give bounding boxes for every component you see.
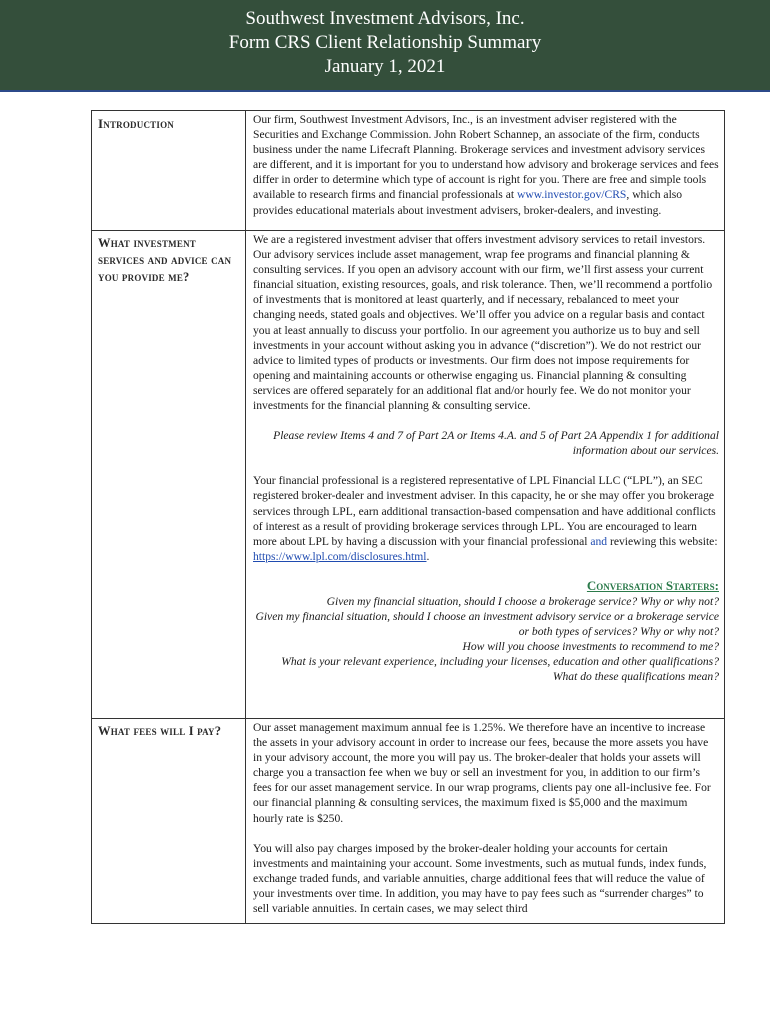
conversation-starter-3: How will you choose investments to recommend to me? — [462, 640, 719, 654]
intro-row — [92, 111, 725, 231]
intro-heading-cell — [92, 111, 246, 231]
conversation-starter-5: What do these qualifications mean? — [552, 670, 719, 684]
fees-row — [92, 719, 725, 924]
crs-table — [91, 110, 725, 924]
conversation-starter-2: Given my financial situation, should I choose an investment advisory service or a brokerage service or both types of services? Why or why not? — [255, 609, 719, 639]
services-paragraph-2-a: Your financial professional is a registered representative of LPL Financial LLC (“LPL”), an SEC registered broker-dealer and investment adviser. In this capacity, he or she may offer you brokerage services through LPL, earn additional transaction-based compensation and have additional conflicts of interest as a result of providing brokerage services through LPL. You are encouraged to learn more about LPL by having a discussion with your financial professional — [253, 474, 716, 548]
services-paragraph-2-b: reviewing this website: — [607, 534, 718, 548]
firm-name: Southwest Investment Advisors, Inc. — [245, 8, 525, 29]
intro-text — [253, 112, 719, 218]
services-review-note: Please review Items 4 and 7 of Part 2A or Items 4.A. and 5 of Part 2A Appendix 1 for additional information about our services. — [273, 429, 719, 458]
intro-text-b: , which also provides educational materials about investment advisers, broker-dealers, and investing. — [253, 188, 683, 217]
conversation-starters-title: Conversation Starters: — [586, 577, 719, 593]
fees-paragraph-2: You will also pay charges imposed by the broker-dealer holding your accounts for certain investments and maintaining your account. Some investments, such as mutual funds, index funds, exchange traded funds, and variable annuities, charge additional fees that will reduce the value of your investments over time. In addition, you may have to pay fees such as “surrender charges” to sell variable annuities. In certain cases, we may select third — [253, 841, 707, 916]
services-paragraph-2 — [253, 473, 719, 564]
services-paragraph-1: We are a registered investment adviser that offers investment advisory services to retail investors. Our advisory services include asset management, wrap fee programs and financial planning & consulting services. If you open an advisory account with our firm, we’ll first assess your current financial situation, existing resources, goals, and risk tolerance. Then, we’ll recommend a portfolio of investments that is monitored at least quarterly, and if necessary, rebalanced to meet your changing needs, stated goals and objectives. We’ll offer you advice on a regular basis and contact you at least annually to discuss your portfolio. In our agreement you authorize us to buy and sell investments in your account without asking you in advance (“discretion”). We do not restrict our advice to limited types of products or investments. Our firm does not impose requirements for opening and maintaining accounts or otherwise engaging us. Financial planning & consulting services are offered separately for an additional flat and/or hourly fee. We do not monitor your investments for the financial planning & consulting service. — [253, 233, 713, 413]
investor-gov-link[interactable]: www.investor.gov/CRS — [516, 188, 627, 202]
services-heading-cell — [92, 231, 246, 719]
conversation-starter-4: What is your relevant experience, including your licenses, education and other qualifications? — [281, 655, 719, 669]
intro-body-cell — [246, 111, 725, 231]
document-title: Form CRS Client Relationship Summary — [228, 32, 542, 53]
fees-title: What fees will I pay? — [98, 724, 222, 738]
lpl-disclosures-link[interactable]: https://www.lpl.com/disclosures.html — [253, 549, 427, 563]
fees-heading-cell — [92, 719, 246, 924]
services-paragraph-2-end: . — [426, 549, 430, 563]
services-paragraph-2-and: and — [590, 534, 608, 548]
fees-body-cell — [246, 719, 725, 924]
document-date: January 1, 2021 — [324, 56, 446, 77]
services-title: What investment services and advice can you provide me? — [98, 236, 232, 284]
fees-paragraph-1: Our asset management maximum annual fee is 1.25%. We therefore have an incentive to increase the assets in your advisory account in order to increase our fees, because the more assets you have in your advisory account, the more you will pay us. The broker-dealer that holds your assets will charge you a transaction fee when we buy or sell an investment for you, in addition to our firm’s fees for our asset management service. In our wrap programs, clients pay one all-inclusive fee. For our financial planning & consulting services, the maximum fixed is $5,000 and the maximum hourly rate is $250. — [253, 721, 711, 825]
intro-title: Introduction — [98, 116, 174, 131]
conversation-starter-1: Given my financial situation, should I choose a brokerage service? Why or why not? — [326, 594, 719, 608]
header-banner — [0, 0, 770, 92]
services-body-cell — [246, 231, 725, 719]
intro-text-a: Our firm, Southwest Investment Advisors, Inc., is an investment adviser registered with the Securities and Exchange Commission. John Robert Schannep, an associate of the firm, conducts business under the name Lifecraft Planning. Brokerage services and investment advisory services are different, and it is important for you to understand how advisory and brokerage services and fees differ in order to determine which type of account is right for you. There are free and simple tools available to research firms and financial professionals at — [253, 113, 719, 202]
services-row — [92, 231, 725, 719]
